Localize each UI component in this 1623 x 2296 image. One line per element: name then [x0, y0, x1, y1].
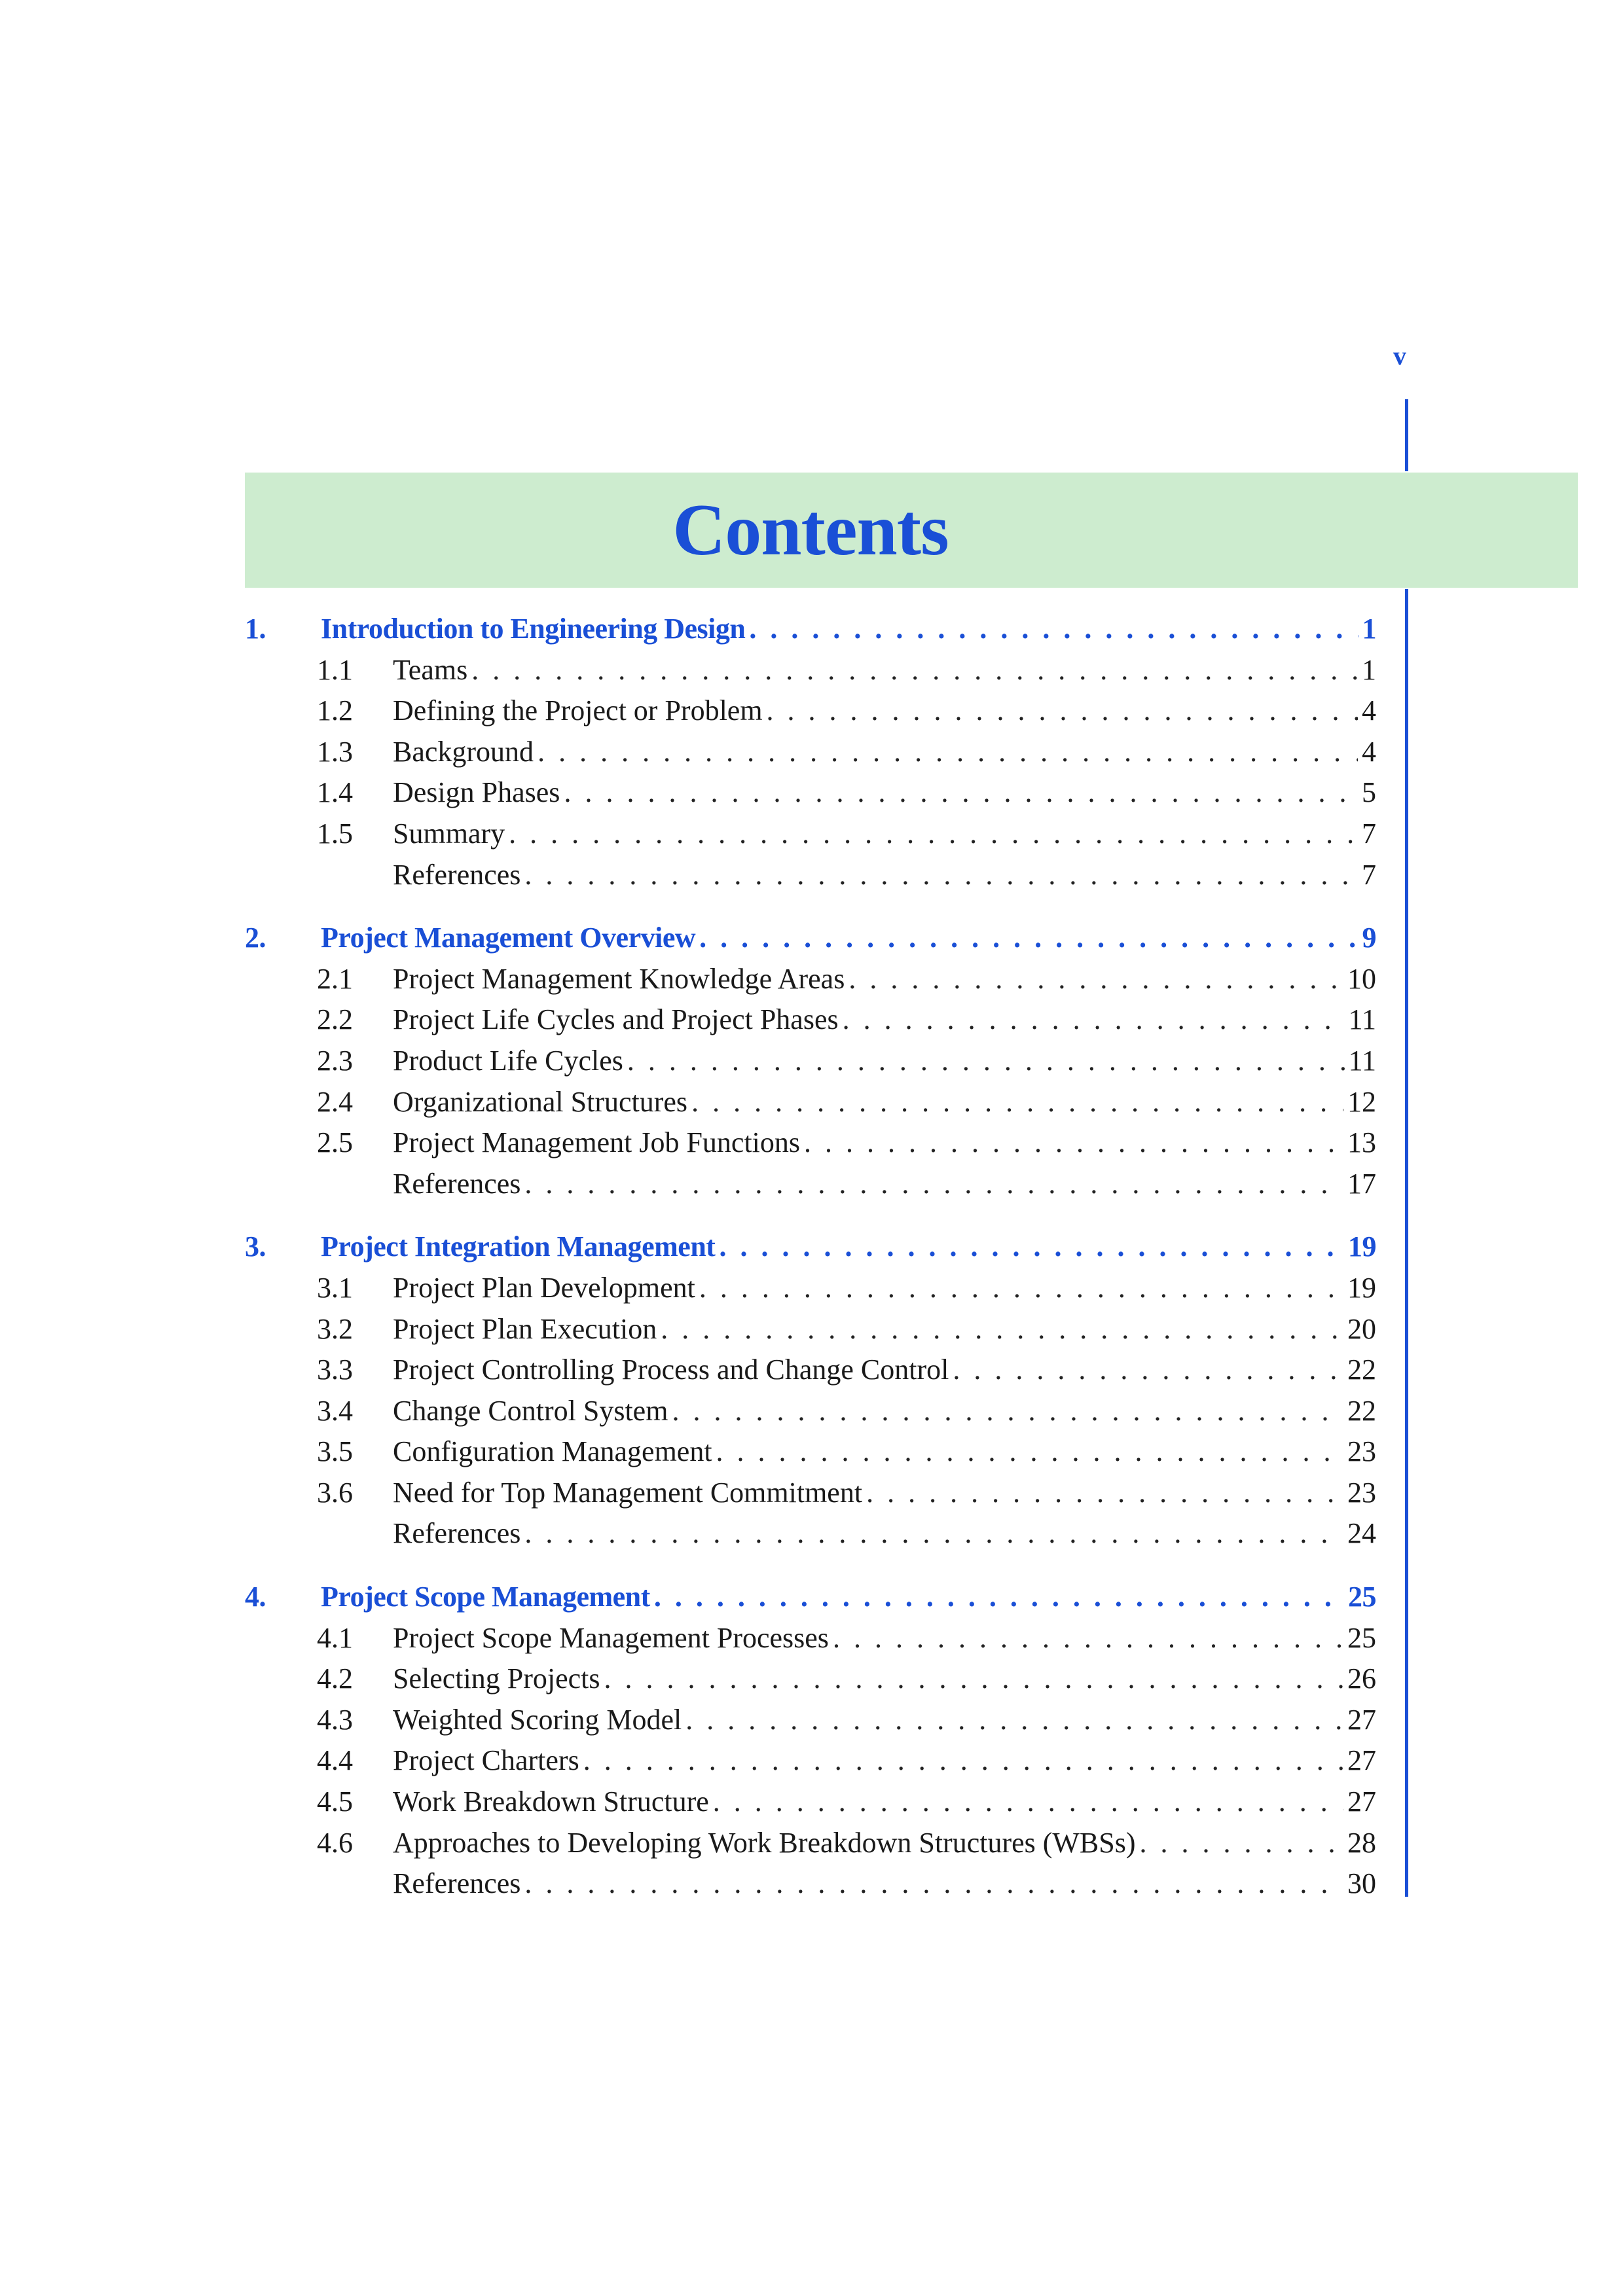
section-number: 3.6 [317, 1476, 353, 1509]
page-ref: 1 [1362, 653, 1376, 686]
section-title: Product Life Cycles [393, 1044, 623, 1077]
section-title: Project Plan Execution [393, 1312, 657, 1345]
section-number: 4.4 [317, 1744, 353, 1777]
margin-rule-bottom [1405, 589, 1408, 1897]
table-of-contents [245, 609, 1376, 1927]
page-ref: 13 [1347, 1126, 1376, 1159]
dot-leader [699, 918, 1358, 959]
page-number: v [1393, 341, 1406, 370]
page-ref: 1 [1362, 613, 1376, 645]
toc-entry-section[interactable] [245, 999, 1376, 1041]
page-ref: 23 [1347, 1435, 1376, 1468]
section-number: 3.4 [317, 1394, 353, 1427]
section-title: Summary [393, 817, 505, 850]
chapter-title: Project Integration Management [321, 1230, 716, 1263]
page-ref: 25 [1348, 1581, 1376, 1613]
dot-leader [719, 1227, 1344, 1268]
toc-entry-references[interactable] [245, 1513, 1376, 1554]
chapter-1 [245, 609, 1376, 895]
toc-entry-references[interactable] [245, 1863, 1376, 1905]
dot-leader [843, 999, 1345, 1041]
dot-leader [1140, 1823, 1343, 1864]
section-title: Configuration Management [393, 1435, 712, 1468]
toc-entry-section[interactable] [245, 1700, 1376, 1741]
section-number: 1.4 [317, 776, 353, 809]
section-title: Project Management Job Functions [393, 1126, 801, 1159]
toc-entry-chapter[interactable] [245, 1577, 1376, 1618]
section-title: Teams [393, 653, 468, 686]
section-number: 3.3 [317, 1354, 353, 1386]
toc-entry-section[interactable] [245, 1659, 1376, 1700]
toc-entry-section[interactable] [245, 1740, 1376, 1782]
section-number: 1.2 [317, 694, 353, 727]
section-number: 2.5 [317, 1126, 353, 1159]
page-title: Contents [672, 489, 949, 571]
section-title: Defining the Project or Problem [393, 694, 763, 727]
dot-leader [833, 1618, 1343, 1659]
references-title: References [393, 1867, 521, 1900]
chapter-4 [245, 1577, 1376, 1905]
toc-entry-section[interactable] [245, 1823, 1376, 1864]
toc-entry-section[interactable] [245, 1473, 1376, 1514]
section-number: 1.5 [317, 817, 353, 850]
dot-leader [564, 772, 1358, 814]
chapter-number: 4. [245, 1581, 266, 1613]
toc-entry-section[interactable] [245, 1391, 1376, 1432]
dot-leader [804, 1122, 1343, 1164]
section-number: 3.1 [317, 1271, 353, 1304]
section-title: Approaches to Developing Work Breakdown Structures (WBSs) [393, 1826, 1136, 1859]
toc-entry-references[interactable] [245, 1164, 1376, 1205]
page-ref: 25 [1347, 1621, 1376, 1654]
page-ref: 7 [1362, 858, 1376, 891]
references-title: References [393, 858, 521, 891]
dot-leader [524, 1863, 1343, 1905]
dot-leader [685, 1700, 1343, 1741]
dot-leader [583, 1740, 1343, 1782]
page-ref: 17 [1347, 1167, 1376, 1200]
toc-entry-references[interactable] [245, 855, 1376, 896]
toc-entry-section[interactable] [245, 1350, 1376, 1391]
chapter-title: Project Scope Management [321, 1581, 650, 1613]
chapter-title: Project Management Overview [321, 922, 696, 954]
page-ref: 23 [1347, 1476, 1376, 1509]
dot-leader [953, 1350, 1343, 1391]
toc-entry-section[interactable] [245, 1082, 1376, 1123]
dot-leader [716, 1431, 1343, 1473]
page-ref: 10 [1347, 962, 1376, 995]
toc-entry-section[interactable] [245, 1618, 1376, 1659]
toc-entry-section[interactable] [245, 959, 1376, 1000]
section-title: Project Scope Management Processes [393, 1621, 829, 1654]
section-number: 4.6 [317, 1826, 353, 1859]
toc-entry-section[interactable] [245, 691, 1376, 732]
chapter-number: 2. [245, 922, 266, 954]
dot-leader [509, 814, 1358, 855]
page-ref: 20 [1347, 1312, 1376, 1345]
page-ref: 7 [1362, 817, 1376, 850]
section-number: 4.1 [317, 1621, 353, 1654]
chapter-3 [245, 1227, 1376, 1554]
page-ref: 22 [1347, 1354, 1376, 1386]
chapter-title: Introduction to Engineering Design [321, 613, 746, 645]
section-title: Change Control System [393, 1394, 668, 1427]
section-title: Design Phases [393, 776, 560, 809]
section-title: Work Breakdown Structure [393, 1785, 709, 1818]
section-number: 2.2 [317, 1003, 353, 1036]
page-ref: 11 [1348, 1003, 1376, 1036]
margin-rule-top [1405, 399, 1408, 471]
dot-leader [471, 650, 1358, 691]
page-ref: 4 [1362, 735, 1376, 768]
toc-entry-section[interactable] [245, 772, 1376, 814]
toc-entry-section[interactable] [245, 1431, 1376, 1473]
page-ref: 5 [1362, 776, 1376, 809]
dot-leader [627, 1041, 1345, 1082]
page-ref: 28 [1347, 1826, 1376, 1859]
dot-leader [699, 1268, 1343, 1309]
section-number: 1.1 [317, 653, 353, 686]
dot-leader [524, 1164, 1343, 1205]
toc-entry-section[interactable] [245, 1122, 1376, 1164]
section-number: 4.3 [317, 1703, 353, 1736]
section-title: Need for Top Management Commitment [393, 1476, 863, 1509]
section-number: 2.3 [317, 1044, 353, 1077]
dot-leader [538, 732, 1358, 773]
chapter-number: 3. [245, 1230, 266, 1263]
references-title: References [393, 1517, 521, 1550]
section-title: Project Life Cycles and Project Phases [393, 1003, 839, 1036]
toc-entry-section[interactable] [245, 1041, 1376, 1082]
section-number: 2.1 [317, 962, 353, 995]
toc-entry-section[interactable] [245, 1782, 1376, 1823]
page-ref: 27 [1347, 1785, 1376, 1818]
page-ref: 27 [1347, 1744, 1376, 1777]
dot-leader [672, 1391, 1343, 1432]
section-title: Organizational Structures [393, 1085, 688, 1118]
toc-entry-section[interactable] [245, 650, 1376, 691]
page-ref: 19 [1348, 1230, 1376, 1263]
page-ref: 11 [1348, 1044, 1376, 1077]
dot-leader [654, 1577, 1344, 1618]
chapter-number: 1. [245, 613, 266, 645]
dot-leader [749, 609, 1358, 650]
toc-entry-section[interactable] [245, 1309, 1376, 1350]
section-number: 3.2 [317, 1312, 353, 1345]
dot-leader [848, 959, 1343, 1000]
dot-leader [524, 1513, 1343, 1554]
section-number: 3.5 [317, 1435, 353, 1468]
page-ref: 22 [1347, 1394, 1376, 1427]
references-title: References [393, 1167, 521, 1200]
page-ref: 19 [1347, 1271, 1376, 1304]
section-number: 1.3 [317, 735, 353, 768]
section-title: Selecting Projects [393, 1662, 600, 1695]
page-ref: 12 [1347, 1085, 1376, 1118]
page-ref: 26 [1347, 1662, 1376, 1695]
dot-leader [691, 1082, 1343, 1123]
page-ref: 30 [1347, 1867, 1376, 1900]
section-number: 4.5 [317, 1785, 353, 1818]
dot-leader [767, 691, 1358, 732]
toc-entry-chapter[interactable] [245, 609, 1376, 650]
dot-leader [866, 1473, 1343, 1514]
section-number: 2.4 [317, 1085, 353, 1118]
dot-leader [524, 855, 1358, 896]
toc-entry-chapter[interactable] [245, 1227, 1376, 1268]
section-title: Project Charters [393, 1744, 579, 1777]
page-ref: 24 [1347, 1517, 1376, 1550]
page-ref: 27 [1347, 1703, 1376, 1736]
section-number: 4.2 [317, 1662, 353, 1695]
dot-leader [661, 1309, 1343, 1350]
section-title: Weighted Scoring Model [393, 1703, 682, 1736]
chapter-2 [245, 918, 1376, 1204]
dot-leader [713, 1782, 1343, 1823]
toc-entry-section[interactable] [245, 814, 1376, 855]
section-title: Project Plan Development [393, 1271, 695, 1304]
page-ref: 9 [1362, 922, 1376, 954]
section-title: Project Management Knowledge Areas [393, 962, 845, 995]
toc-entry-section[interactable] [245, 1268, 1376, 1309]
toc-entry-section[interactable] [245, 732, 1376, 773]
dot-leader [604, 1659, 1344, 1700]
section-title: Project Controlling Process and Change Control [393, 1354, 949, 1386]
page-ref: 4 [1362, 694, 1376, 727]
section-title: Background [393, 735, 534, 768]
toc-entry-chapter[interactable] [245, 918, 1376, 959]
